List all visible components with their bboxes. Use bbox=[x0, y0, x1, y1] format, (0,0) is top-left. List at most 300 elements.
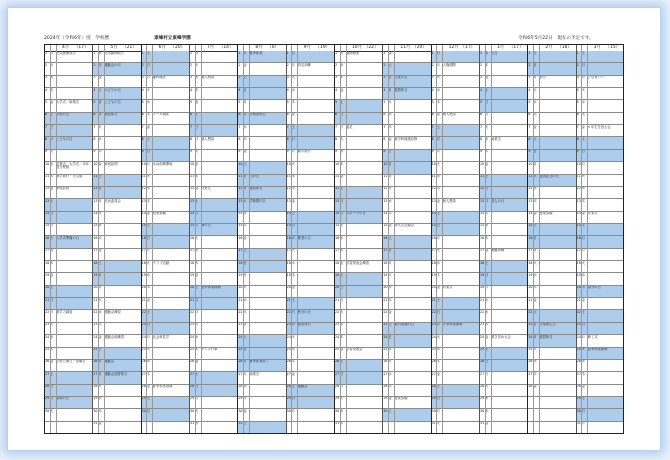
event-label: 遠足 bbox=[346, 125, 353, 129]
day-number: 8 bbox=[45, 137, 48, 141]
day-number: 16 bbox=[286, 236, 291, 240]
day-number: 3 bbox=[93, 75, 96, 80]
day-number: 9 bbox=[190, 149, 193, 154]
weekday-label: 日 bbox=[146, 236, 150, 240]
weekday-label: 水 bbox=[485, 223, 489, 228]
weekday-label: 木 bbox=[50, 174, 54, 179]
day-number: 9 bbox=[238, 149, 241, 154]
day-number: 5 bbox=[93, 100, 96, 104]
day-number: 16 bbox=[480, 236, 485, 240]
school-year-label: 2024年（令和6年）度 学校暦 bbox=[44, 36, 110, 41]
weekday-label: 日 bbox=[291, 396, 295, 401]
weekday-label: 月 bbox=[533, 75, 537, 80]
event-label: 海の日 bbox=[201, 223, 211, 228]
weekday-label: 土 bbox=[195, 285, 199, 290]
day-number: 2 bbox=[431, 63, 434, 67]
weekday-label: 金 bbox=[243, 322, 247, 327]
day-number: 28 bbox=[286, 384, 291, 389]
weekday-label: 木 bbox=[50, 88, 54, 92]
weekday-label: 金 bbox=[146, 211, 150, 216]
day-number: 18 bbox=[93, 261, 98, 265]
weekday-label: 木 bbox=[291, 359, 295, 364]
day-number: 6 bbox=[45, 112, 48, 117]
day-number: 5 bbox=[45, 100, 48, 104]
weekday-label: 金 bbox=[98, 75, 102, 80]
day-number: 28 bbox=[335, 384, 340, 389]
weekday-label: 木 bbox=[146, 372, 150, 376]
day-number: 2 bbox=[93, 63, 96, 67]
weekday-label: 木 bbox=[581, 285, 585, 290]
event-label: 夏季水泳指導 bbox=[152, 384, 173, 389]
day-number: 21 bbox=[431, 298, 436, 302]
day-number: 24 bbox=[576, 335, 581, 339]
day-number: 19 bbox=[528, 273, 533, 277]
weekday-label: 火 bbox=[485, 384, 489, 389]
day-number: 18 bbox=[383, 261, 388, 265]
weekday-label: 金 bbox=[243, 236, 247, 240]
day-number: 17 bbox=[286, 248, 291, 253]
day-number: 19 bbox=[190, 273, 195, 277]
weekday-label: 水 bbox=[195, 162, 199, 166]
date-note: 令和6年5月22日 現在の予定です。 bbox=[518, 36, 594, 41]
calendar-title: 東峰村立東峰学園 bbox=[154, 36, 191, 41]
day-number: 13 bbox=[480, 199, 485, 203]
weekday-label: 金 bbox=[195, 100, 199, 104]
weekday-label: 土 bbox=[146, 396, 150, 401]
weekday-label: 金 bbox=[340, 88, 344, 92]
weekday-label: 金 bbox=[243, 63, 247, 67]
weekday-label: 金 bbox=[195, 359, 199, 364]
day-number: 13 bbox=[93, 199, 98, 203]
day-number: 4 bbox=[576, 88, 579, 92]
weekday-label: 火 bbox=[436, 75, 440, 80]
day-number: 3 bbox=[190, 75, 193, 80]
weekday-label: 日 bbox=[533, 63, 537, 67]
day-number: 28 bbox=[383, 384, 388, 389]
day-number: 22 bbox=[480, 310, 485, 314]
day-number: 21 bbox=[93, 298, 98, 302]
weekday-label: 月 bbox=[388, 174, 392, 179]
calendar-sheet bbox=[8, 8, 660, 450]
day-number: 9 bbox=[431, 149, 434, 154]
weekday-label: 日 bbox=[436, 137, 440, 141]
weekday-label: 金 bbox=[340, 347, 344, 352]
day-number: 31 bbox=[93, 421, 98, 426]
event-label: 昭和の日 bbox=[56, 396, 70, 401]
day-number: 2 bbox=[190, 63, 193, 67]
weekday-label: 金 bbox=[340, 174, 344, 179]
weekday-label: 土 bbox=[243, 248, 247, 253]
event-label: 運動会練習 bbox=[104, 310, 121, 314]
day-number: 17 bbox=[190, 248, 195, 253]
day-number: 21 bbox=[141, 298, 146, 302]
day-number: 27 bbox=[528, 372, 533, 376]
weekday-label: 火 bbox=[533, 174, 537, 179]
day-number: 24 bbox=[286, 335, 291, 339]
day-number: 26 bbox=[335, 359, 340, 364]
weekday-label: 土 bbox=[50, 112, 54, 117]
weekday-label: 木 bbox=[98, 149, 102, 154]
day-number: 6 bbox=[335, 112, 338, 117]
weekday-label: 水 bbox=[243, 384, 247, 389]
day-number: 29 bbox=[45, 396, 50, 401]
weekday-label: 水 bbox=[146, 100, 150, 104]
weekday-label: 水 bbox=[340, 149, 344, 154]
day-number: 22 bbox=[141, 310, 146, 314]
day-number: 1 bbox=[480, 51, 483, 55]
weekday-label: 木 bbox=[98, 322, 102, 327]
weekday-label: 土 bbox=[533, 137, 537, 141]
day-number: 12 bbox=[286, 186, 291, 191]
day-number: 14 bbox=[286, 211, 291, 216]
day-number: 21 bbox=[238, 298, 243, 302]
day-number: 23 bbox=[480, 322, 485, 327]
day-number: 28 bbox=[431, 384, 436, 389]
weekday-label: 水 bbox=[98, 137, 102, 141]
event-label: 水泳指導開始 bbox=[152, 162, 173, 166]
weekday-label: 水 bbox=[388, 372, 392, 376]
day-number: 17 bbox=[528, 248, 533, 253]
weekday-label: 水 bbox=[146, 273, 150, 277]
weekday-label: 日 bbox=[98, 359, 102, 364]
weekday-label: 木 bbox=[243, 51, 247, 55]
weekday-label: 月 bbox=[50, 223, 54, 228]
weekday-label: 水 bbox=[98, 223, 102, 228]
weekday-label: 日 bbox=[485, 100, 489, 104]
day-number: 5 bbox=[528, 100, 531, 104]
weekday-label: 土 bbox=[581, 396, 585, 401]
event-label: 運動会 bbox=[104, 359, 115, 364]
event-label: 修学旅行 bbox=[297, 149, 311, 154]
weekday-label: 火 bbox=[436, 162, 440, 166]
event-label: みどりの日 bbox=[104, 88, 121, 92]
weekday-label: 金 bbox=[485, 162, 489, 166]
weekday-label: 土 bbox=[340, 273, 344, 277]
weekday-label: 月 bbox=[388, 88, 392, 92]
weekday-label: 日 bbox=[98, 273, 102, 277]
event-label: スポーツの日 bbox=[346, 211, 366, 216]
event-label: 授業参観 bbox=[539, 211, 553, 216]
day-number: 6 bbox=[190, 112, 193, 117]
weekday-label: 火 bbox=[243, 112, 247, 117]
weekday-label: 金 bbox=[533, 125, 537, 129]
weekday-label: 日 bbox=[195, 211, 199, 216]
day-number: 30 bbox=[141, 409, 146, 413]
day-number: 30 bbox=[480, 409, 485, 413]
weekday-label: 土 bbox=[195, 199, 199, 203]
weekday-label: 月 bbox=[195, 51, 199, 55]
day-number: 10 bbox=[93, 162, 98, 166]
weekday-label: 木 bbox=[146, 112, 150, 117]
weekday-label: 水 bbox=[485, 51, 489, 55]
weekday-label: 日 bbox=[340, 112, 344, 117]
day-number: 7 bbox=[141, 125, 144, 129]
event-label: ６年生を送る会 bbox=[587, 125, 611, 129]
weekday-label: 金 bbox=[243, 409, 247, 413]
weekday-label: 火 bbox=[340, 396, 344, 401]
weekday-label: 火 bbox=[195, 63, 199, 67]
weekday-label: 木 bbox=[146, 285, 150, 290]
weekday-label: 月 bbox=[388, 347, 392, 352]
weekday-label: 月 bbox=[146, 335, 150, 339]
day-number: 6 bbox=[528, 112, 531, 117]
day-number: 23 bbox=[93, 322, 98, 327]
weekday-label: 土 bbox=[291, 298, 295, 302]
weekday-label: 土 bbox=[243, 335, 247, 339]
day-number: 19 bbox=[335, 273, 340, 277]
day-number: 19 bbox=[383, 273, 388, 277]
day-number: 22 bbox=[93, 310, 98, 314]
weekday-label: 木 bbox=[195, 347, 199, 352]
weekday-label: 土 bbox=[243, 421, 247, 426]
day-number: 30 bbox=[238, 409, 243, 413]
school-days-count: （17） bbox=[460, 45, 476, 50]
day-number: 25 bbox=[190, 347, 195, 352]
day-number: 2 bbox=[141, 63, 144, 67]
day-number: 9 bbox=[383, 149, 386, 154]
weekday-label: 火 bbox=[50, 149, 54, 154]
day-number: 11 bbox=[528, 174, 533, 179]
weekday-label: 土 bbox=[436, 384, 440, 389]
day-number: 25 bbox=[93, 347, 98, 352]
event-label: 運動会の日 bbox=[104, 63, 121, 67]
weekday-label: 土 bbox=[388, 149, 392, 154]
weekday-label: 金 bbox=[340, 261, 344, 265]
day-number: 19 bbox=[576, 273, 581, 277]
weekday-label: 水 bbox=[98, 51, 102, 55]
day-number: 21 bbox=[383, 298, 388, 302]
weekday-label: 日 bbox=[533, 236, 537, 240]
weekday-label: 火 bbox=[195, 236, 199, 240]
day-number: 27 bbox=[480, 372, 485, 376]
day-number: 22 bbox=[383, 310, 388, 314]
month-name: 5月 bbox=[110, 45, 118, 50]
day-number: 31 bbox=[576, 421, 581, 426]
weekday-label: 日 bbox=[388, 248, 392, 253]
calendar-table bbox=[44, 44, 624, 434]
event-label: 夏季休業終了 bbox=[249, 359, 270, 364]
weekday-label: 木 bbox=[340, 162, 344, 166]
day-number: 7 bbox=[383, 125, 386, 129]
weekday-label: 月 bbox=[146, 75, 150, 80]
weekday-label: 木 bbox=[195, 261, 199, 265]
event-label: プール掃除 bbox=[152, 112, 169, 117]
weekday-label: 水 bbox=[195, 248, 199, 253]
day-number: 23 bbox=[238, 322, 243, 327]
weekday-label: 土 bbox=[340, 186, 344, 191]
weekday-label: 木 bbox=[485, 322, 489, 327]
weekday-label: 日 bbox=[581, 236, 585, 240]
weekday-label: 月 bbox=[291, 236, 295, 240]
day-number: 17 bbox=[238, 248, 243, 253]
weekday-label: 土 bbox=[146, 51, 150, 55]
day-number: 24 bbox=[141, 335, 146, 339]
weekday-label: 月 bbox=[98, 112, 102, 117]
day-number: 18 bbox=[45, 261, 50, 265]
day-number: 26 bbox=[480, 359, 485, 364]
weekday-label: 土 bbox=[388, 236, 392, 240]
day-number: 8 bbox=[286, 137, 289, 141]
weekday-label: 日 bbox=[195, 384, 199, 389]
event-label: 敬老の日 bbox=[297, 236, 311, 240]
weekday-label: 金 bbox=[581, 211, 585, 216]
day-number: 19 bbox=[238, 273, 243, 277]
day-number: 28 bbox=[238, 384, 243, 389]
day-number: 31 bbox=[431, 421, 436, 426]
weekday-label: 火 bbox=[291, 162, 295, 166]
day-number: 26 bbox=[528, 359, 533, 364]
weekday-label: 火 bbox=[146, 261, 150, 265]
day-number: 7 bbox=[528, 125, 531, 129]
school-days-count: （19） bbox=[315, 45, 331, 50]
day-number: 8 bbox=[190, 137, 193, 141]
weekday-label: 水 bbox=[291, 261, 295, 265]
day-number: 20 bbox=[45, 285, 50, 290]
weekday-label: 月 bbox=[533, 248, 537, 253]
weekday-label: 水 bbox=[340, 409, 344, 413]
day-number: 7 bbox=[576, 125, 579, 129]
day-number: 26 bbox=[190, 359, 195, 364]
weekday-label: 火 bbox=[98, 384, 102, 389]
weekday-label: 水 bbox=[50, 335, 54, 339]
weekday-label: 金 bbox=[436, 112, 440, 117]
day-number: 8 bbox=[383, 137, 386, 141]
day-number: 7 bbox=[238, 125, 241, 129]
day-number: 29 bbox=[335, 396, 340, 401]
weekday-label: 金 bbox=[50, 273, 54, 277]
day-number: 16 bbox=[238, 236, 243, 240]
day-number: 4 bbox=[383, 88, 386, 92]
weekday-label: 水 bbox=[581, 273, 585, 277]
day-number: 12 bbox=[93, 186, 98, 191]
weekday-label: 金 bbox=[388, 137, 392, 141]
weekday-label: 日 bbox=[340, 199, 344, 203]
day-number: 9 bbox=[335, 149, 338, 154]
day-number: 26 bbox=[383, 359, 388, 364]
weekday-label: 水 bbox=[388, 112, 392, 117]
weekday-label: 金 bbox=[388, 396, 392, 401]
weekday-label: 木 bbox=[243, 137, 247, 141]
weekday-label: 火 bbox=[146, 347, 150, 352]
weekday-label: 月 bbox=[291, 409, 295, 413]
weekday-label: 火 bbox=[436, 421, 440, 426]
day-number: 21 bbox=[335, 298, 340, 302]
weekday-label: 水 bbox=[146, 359, 150, 364]
day-number: 26 bbox=[141, 359, 146, 364]
weekday-label: 日 bbox=[533, 322, 537, 327]
event-label: 防災訓練 bbox=[297, 63, 311, 67]
event-label: 持久走記録会 bbox=[394, 223, 415, 228]
day-number: 23 bbox=[576, 322, 581, 327]
day-number: 3 bbox=[238, 75, 241, 80]
weekday-label: 土 bbox=[485, 88, 489, 92]
day-number: 22 bbox=[190, 310, 195, 314]
month-name: 6月 bbox=[158, 45, 166, 50]
weekday-label: 水 bbox=[146, 186, 150, 191]
school-days-count: （14） bbox=[219, 45, 234, 50]
day-number: 6 bbox=[141, 112, 144, 117]
day-number: 20 bbox=[93, 285, 98, 290]
weekday-label: 日 bbox=[146, 149, 150, 154]
day-number: 5 bbox=[576, 100, 579, 104]
weekday-label: 日 bbox=[291, 310, 295, 314]
day-number: 31 bbox=[335, 421, 340, 426]
day-number: 3 bbox=[383, 75, 386, 80]
day-number: 20 bbox=[335, 285, 340, 290]
weekday-label: 火 bbox=[340, 310, 344, 314]
day-number: 9 bbox=[141, 149, 144, 154]
day-number: 15 bbox=[45, 223, 50, 228]
weekday-label: 日 bbox=[98, 186, 102, 191]
weekday-label: 水 bbox=[243, 211, 247, 216]
weekday-label: 木 bbox=[146, 199, 150, 203]
weekday-label: 月 bbox=[581, 421, 585, 426]
weekday-label: 土 bbox=[533, 310, 537, 314]
weekday-label: 月 bbox=[243, 186, 247, 191]
weekday-label: 土 bbox=[533, 51, 537, 55]
weekday-label: 土 bbox=[581, 51, 585, 55]
weekday-label: 土 bbox=[243, 75, 247, 80]
day-number: 17 bbox=[576, 248, 581, 253]
weekday-label: 日 bbox=[436, 396, 440, 401]
weekday-label: 金 bbox=[436, 199, 440, 203]
day-number: 15 bbox=[528, 223, 533, 228]
weekday-label: 月 bbox=[340, 298, 344, 302]
day-number: 1 bbox=[383, 51, 386, 55]
weekday-label: 金 bbox=[291, 285, 295, 290]
day-number: 13 bbox=[190, 199, 195, 203]
day-number: 14 bbox=[238, 211, 243, 216]
day-number: 17 bbox=[93, 248, 98, 253]
weekday-label: 日 bbox=[581, 149, 585, 154]
day-number: 7 bbox=[480, 125, 483, 129]
weekday-label: 金 bbox=[195, 273, 199, 277]
day-number: 30 bbox=[383, 409, 388, 413]
day-number: 25 bbox=[141, 347, 146, 352]
weekday-label: 月 bbox=[581, 335, 585, 339]
day-number: 26 bbox=[238, 359, 243, 364]
weekday-label: 木 bbox=[243, 310, 247, 314]
event-label: 運動会振替休日 bbox=[104, 372, 128, 376]
weekday-label: 日 bbox=[50, 384, 54, 389]
day-number: 11 bbox=[335, 174, 340, 179]
weekday-label: 月 bbox=[50, 137, 54, 141]
weekday-label: 金 bbox=[436, 372, 440, 376]
day-number: 18 bbox=[335, 261, 340, 265]
weekday-label: 水 bbox=[195, 335, 199, 339]
event-label: 山の日 bbox=[249, 174, 260, 179]
weekday-label: 土 bbox=[436, 298, 440, 302]
weekday-label: 月 bbox=[98, 285, 102, 290]
weekday-label: 木 bbox=[50, 261, 54, 265]
day-number: 9 bbox=[93, 149, 96, 154]
day-number: 14 bbox=[190, 211, 195, 216]
weekday-label: 土 bbox=[581, 223, 585, 228]
day-number: 15 bbox=[93, 223, 98, 228]
event-label: 学習発表会 bbox=[346, 347, 363, 352]
day-number: 11 bbox=[383, 174, 388, 179]
day-number: 24 bbox=[190, 335, 195, 339]
weekday-label: 日 bbox=[485, 186, 489, 191]
weekday-label: 土 bbox=[436, 211, 440, 216]
weekday-label: 水 bbox=[50, 75, 54, 80]
day-number: 11 bbox=[93, 174, 98, 179]
day-number: 9 bbox=[480, 149, 483, 154]
day-number: 11 bbox=[190, 174, 195, 179]
event-label: 振替休日 bbox=[394, 88, 408, 92]
day-number: 3 bbox=[431, 75, 434, 80]
day-number: 17 bbox=[141, 248, 146, 253]
